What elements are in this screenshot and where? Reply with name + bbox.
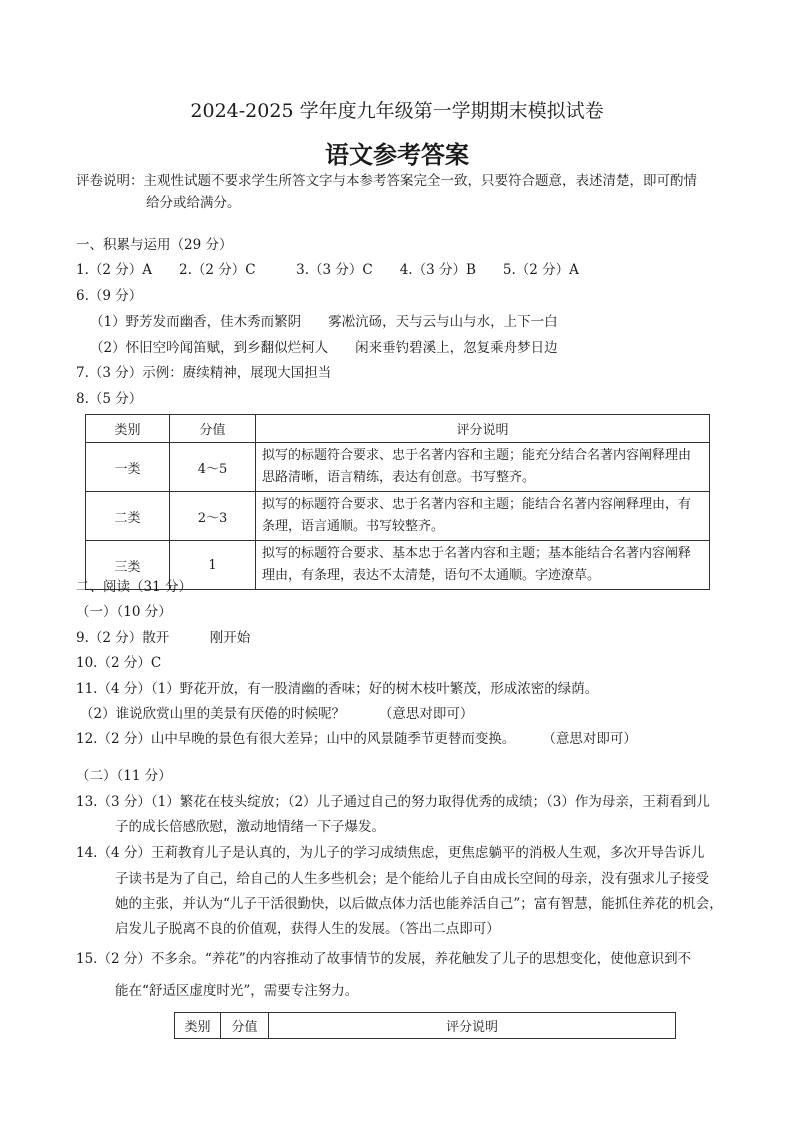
table-row [86,492,710,541]
scoring-table-q15 [174,1012,676,1039]
row-score: 4～5 [170,443,256,492]
answer-q11-1: 11.（4 分）（1）野花开放，有一股清幽的香味；好的树木枝叶繁茂，形成浓密的绿荫。 [76,681,599,697]
row-score: 2～3 [170,492,256,541]
answer-q14-line1: 14.（4 分）王莉教育儿子是认真的，为儿子的学习成绩焦虑，更焦虑躺平的消极人生观，多次开导告诉儿 [76,845,705,861]
row-category: 三类 [86,541,170,590]
answer-q14-line3: 她的主张，并认为“儿子干活很勤快，以后做点体力活也能养活自己”；富有智慧，能抓住养花的机会， [115,896,723,912]
table-header-row [86,415,710,443]
answer-q9: 9.（2 分）散开 刚开始 [76,630,251,646]
table-header-description: 评分说明 [256,415,710,443]
answer-q13-line2: 子的成长倍感欣慰，激动地情绪一下子爆发。 [115,819,385,835]
table-header-score: 分值 [221,1013,269,1039]
answers-q1-5: 1.（2 分）A 2.（2 分）C 3.（3 分）C 4.（3 分）B 5.（2 分）A [76,262,579,278]
answer-q6: 6.（9 分） [76,288,143,304]
table-header-score: 分值 [170,415,256,443]
row-score: 1 [170,541,256,590]
section2-heading: 二、阅读（31 分） [76,579,192,595]
part1-heading: （一）（10 分） [76,604,172,620]
row-description: 拟写的标题符合要求、忠于名著内容和主题；能结合名著内容阐释理由，有条理，语言通顺。书写较整齐。 [256,492,710,541]
scoring-table-q8 [85,414,710,590]
row-category: 一类 [86,443,170,492]
section1-heading: 一、积累与运用（29 分） [76,237,233,253]
answer-q8: 8.（5 分） [76,391,143,407]
answer-q14-line2: 子读书是为了自己，给自己的人生多些机会；是个能给儿子自由成长空间的母亲，没有强求儿子接受 [115,871,709,887]
part2-heading: （二）（11 分） [76,768,172,784]
answer-q6-2: （2）怀旧空吟闻笛赋，到乡翻似烂柯人 闲来垂钓碧溪上，忽复乘舟梦日边 [90,340,558,356]
row-category: 二类 [86,492,170,541]
answer-q6-1: （1）野芳发而幽香，佳木秀而繁阴 雾凇沆砀，天与云与山与水，上下一白 [90,314,558,330]
grading-note-line1: 评卷说明：主观性试题不要求学生所答文字与本参考答案完全一致，只要符合题意，表述清楚，即可酌情 [76,173,697,189]
document-subtitle: 语文参考答案 [325,140,469,169]
answer-q12: 12.（2 分）山中早晚的景色有很大差异；山中的风景随季节更替而变换。 （意思对即可） [76,731,637,747]
answer-q13-line1: 13.（3 分）（1）繁花在枝头绽放；（2）儿子通过自己的努力取得优秀的成绩；（3）作为母亲，王莉看到儿 [76,794,710,810]
answer-q14-line4: 启发儿子脱离不良的价值观，获得人生的发展。（答出二点即可） [115,921,500,937]
document-title: 2024-2025 学年度九年级第一学期期末模拟试卷 [190,100,604,122]
answer-q10: 10.（2 分）C [76,655,162,671]
table-header-description: 评分说明 [269,1013,676,1039]
table-header-row [175,1013,676,1039]
table-row [86,443,710,492]
row-description: 拟写的标题符合要求、基本忠于名著内容和主题；基本能结合名著内容阐释理由，有条理，表达不太清楚，语句不太通顺。字迹潦草。 [256,541,710,590]
answer-q7: 7.（3 分）示例：赓续精神，展现大国担当 [76,365,332,381]
row-description: 拟写的标题符合要求、忠于名著内容和主题；能充分结合名著内容阐释理由思路清晰，语言精练，表达有创意。书写整齐。 [256,443,710,492]
table-header-category: 类别 [175,1013,221,1039]
answer-q15-line2: 能在“舒适区虚度时光”，需要专注努力。 [115,983,359,999]
answer-q15-line1: 15.（2 分）不多余。“养花”的内容推动了故事情节的发展，养花触发了儿子的思想变化，使他意识到不 [76,951,692,967]
table-header-category: 类别 [86,415,170,443]
grading-note-line2: 给分或给满分。 [146,195,241,211]
answer-q11-2: （2）谁说欣赏山里的美景有厌倦的时候呢？ （意思对即可） [80,706,474,722]
